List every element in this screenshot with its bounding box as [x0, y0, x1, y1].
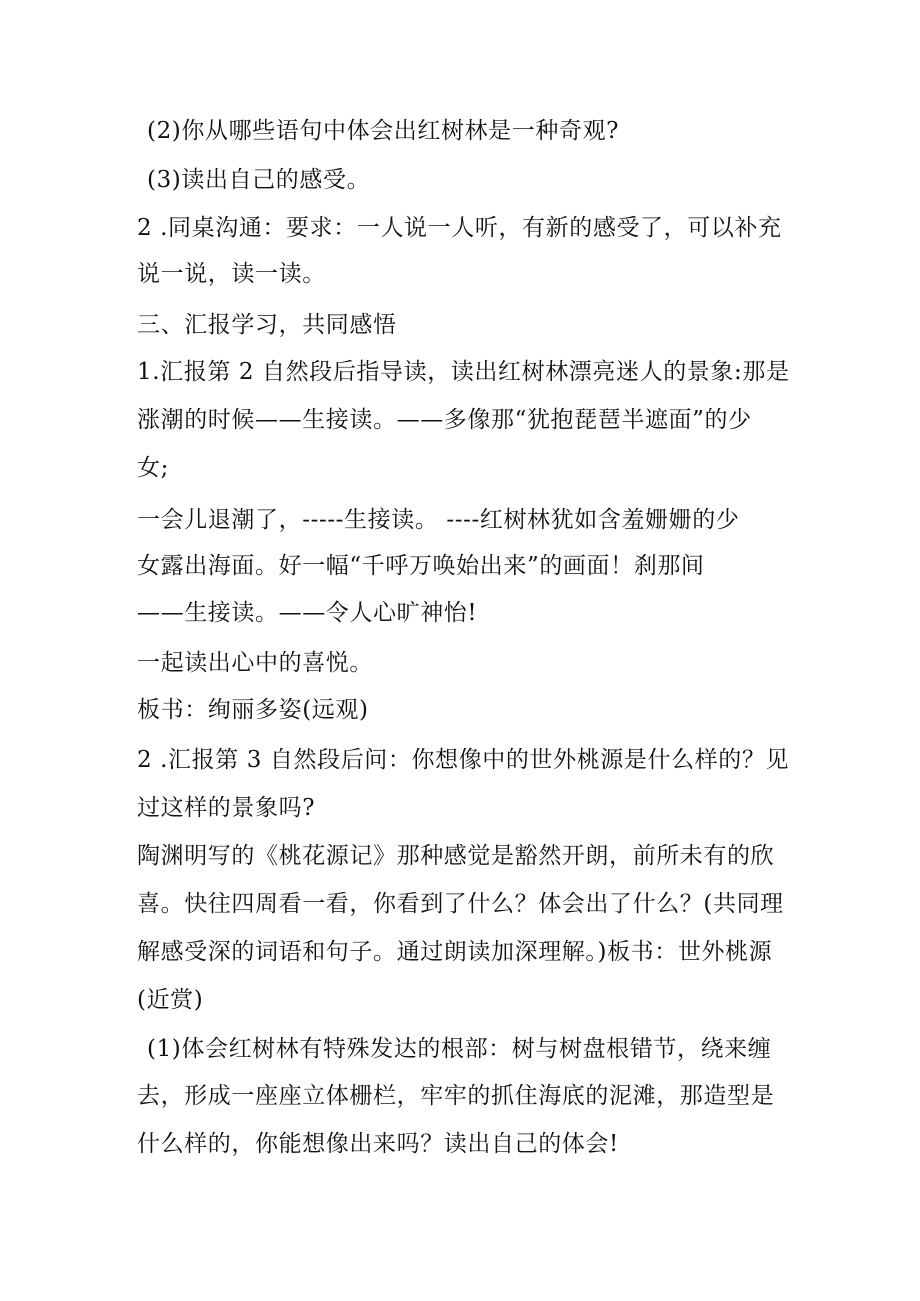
text-line-22: 什么样的，你能想像出来吗？读出自己的体会! — [137, 1131, 619, 1157]
text-line-4: 说一说，读一读。 — [137, 261, 326, 287]
text-line-14: 2 .汇报第 3 自然段后问：你想像中的世外桃源是什么样的？见 — [137, 747, 790, 773]
text-line-9: 一会儿退潮了，-----生接读。 ----红树林犹如含羞姗姗的少 — [137, 507, 740, 533]
text-line-18: 解感受深的词语和句子。通过朗读加深理解。)板书：世外桃源 — [137, 939, 773, 965]
text-line-21: 去，形成一座座立体栅栏，牢牢的抓住海底的泥滩，那造型是 — [137, 1083, 775, 1109]
text-line-13: 板书：绚丽多姿(远观) — [137, 697, 369, 723]
section-heading: 三、汇报学习，共同感悟 — [137, 312, 397, 338]
text-line-17: 喜。快往四周看一看，你看到了什么？体会出了什么？(共同理 — [137, 891, 784, 917]
text-line-6: 1.汇报第 2 自然段后指导读，读出红树林漂亮迷人的景象:那是 — [137, 359, 790, 385]
text-line-15: 过这样的景象吗? — [137, 795, 316, 821]
text-line-1: (2)你从哪些语句中体会出红树林是一种奇观? — [147, 118, 620, 144]
text-line-11: ——生接读。——令人心旷神怡! — [137, 600, 478, 626]
text-line-12: 一起读出心中的喜悦。 — [137, 650, 373, 676]
text-line-20: (1)体会红树林有特殊发达的根部：树与树盘根错节，绕来缠 — [147, 1036, 772, 1062]
text-line-16: 陶渊明写的《桃花源记》那种感觉是豁然开朗，前所未有的欣 — [137, 843, 775, 869]
text-line-8: 女; — [137, 455, 169, 481]
text-line-10: 女露出海面。好一幅“千呼万唤始出来”的画面！刹那间 — [137, 553, 705, 579]
text-line-19: (近赏) — [137, 987, 204, 1013]
text-line-3: 2 .同桌沟通：要求：一人说一人听，有新的感受了，可以补充 — [137, 215, 782, 241]
text-line-2: (3)读出自己的感受。 — [147, 167, 371, 193]
text-line-7: 涨潮的时候——生接读。——多像那“犹抱琵琶半遮面”的少 — [137, 407, 752, 433]
